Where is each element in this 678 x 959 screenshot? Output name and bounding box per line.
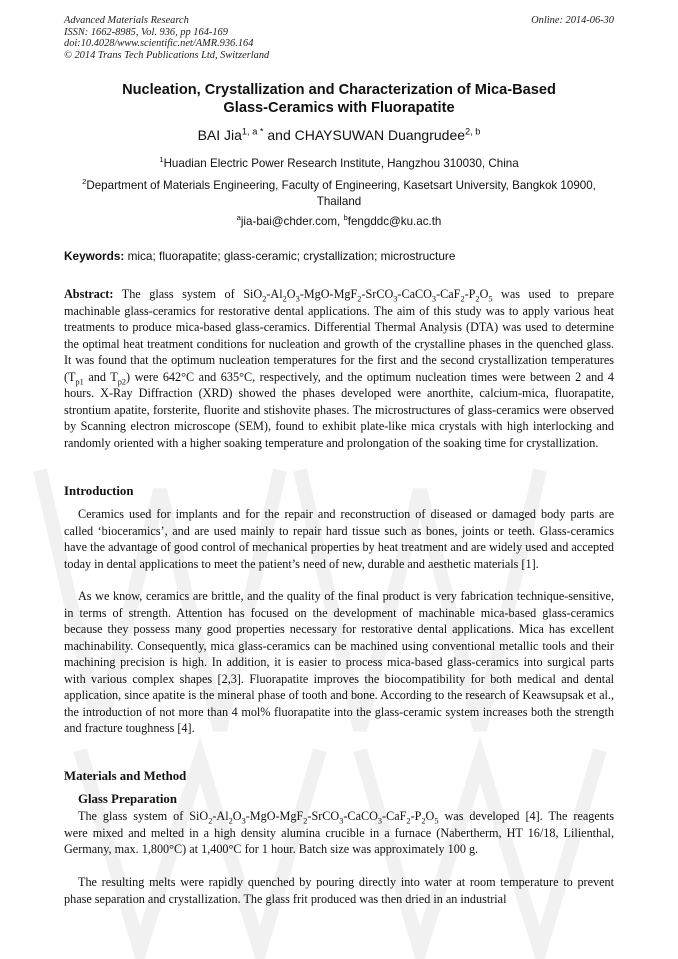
methods-paragraph-1: The glass system of $SiO_2-Al_2O_3-MgO-MgF_2-SrCO_3-CaCO_3-CaF_2-P_2O_5$ was developed [4]. The reagents were mixed and melted in a high density alumina crucible in a furnace (Nabertherm, HT 16/18, Lilienthal, Germany, max. 1,800°C) at 1,400°C for 1 hour. Batch size was approximately 100 g. — [64, 809, 615, 856]
abstract-label: Abstract: — [64, 287, 114, 301]
journal-issn: ISSN: 1662-8985, Vol. 936, pp 164-169 — [64, 26, 228, 38]
keywords — [64, 249, 614, 263]
author-list — [40, 127, 638, 143]
affiliation-1: $^1$Huadian Electric Power Research Institute, Hangzhou 310030, China — [159, 155, 519, 170]
journal-copyright: © 2014 Trans Tech Publications Ltd, Switzerland — [64, 49, 270, 61]
title-line-1: Nucleation, Crystallization and Characterization of Mica-Based — [122, 82, 556, 98]
title-line-2: Glass-Ceramics with Fluorapatite — [223, 100, 455, 116]
paper-title — [40, 81, 638, 117]
methods-paragraph-2: The resulting melts were rapidly quenched by pouring directly into water at room temperature to prevent phase separation and crystallization. The glass frit produced was then dried in an industrial — [64, 875, 614, 906]
affiliation-2: $^2$Department of Materials Engineering, Faculty of Engineering, Kasetsart University, Bangkok 10900, Thailand — [82, 177, 596, 208]
journal-name: Advanced Materials Research — [64, 15, 189, 26]
author-2: CHAYSUWAN Duangrudee — [294, 127, 466, 143]
glass-preparation-heading: Glass Preparation — [78, 792, 177, 806]
email-a: jia-bai@chder.com, — [240, 215, 344, 228]
author-1-affil: 1, a * — [241, 126, 264, 137]
author-2-affil: 2, b — [465, 126, 481, 137]
journal-doi: doi:10.4028/www.scientific.net/AMR.936.164 — [64, 38, 254, 50]
keywords-text: mica; fluorapatite; glass-ceramic; crystallization; microstructure — [124, 249, 456, 263]
keywords-label: Keywords: — [64, 249, 125, 263]
introduction-heading: Introduction — [64, 484, 134, 498]
journal-header — [64, 15, 614, 61]
email-b: fengddc@ku.ac.th — [347, 215, 442, 228]
abstract: Abstract: The glass system of $SiO_2-Al_2O_3-MgO-MgF_2-SrCO_3-CaCO_3-CaF_2-P_2O_5$ was used to prepare machinable glass-ceramics for restorative dental applications. The aim of this study was to apply various heat treatments to produce mica-based glass-ceramics. Differential Thermal Analysis (DTA) was used to determine the optimal heat treatment conditions for nucleation and growth of the crystalline phases in the quenched glass. It was found that the optimum nucleation temperatures for the first and the second crystallization temperatures ($T_{p1}$ and $T_{p2}$) were 642°C and 635°C, respectively, and the optimum nucleation times were between 2 and 4 hours. X-Ray Diffraction (XRD) showed the phases developed were anorthite, calcium-mica, fluorapatite, strontium apatite, forsterite, fluorite and stishovite phases. The microstructures of glass-ceramics were observed by Scanning electron microscope (SEM), found to exhibit plate-like mica crystals with high interlocking and randomly oriented with a higher soaking temperature and prolongation of the soaking time for crystallization. — [64, 287, 615, 450]
introduction-paragraph-1: Ceramics used for implants and for the repair and reconstruction of diseased or damaged body parts are called ‘bioceramics’, and are used mainly to repair hard tissue such as bones, joints or teeth. Glass-ceramics have the advantage of good control of mechanical properties by heat treatment and are widely used and accepted today in dental applications to meet the patient’s need of new, durable and aesthetic materials [1]. — [64, 507, 614, 571]
author-and: and — [263, 127, 295, 143]
methods-heading: Materials and Method — [64, 769, 187, 783]
author-1: BAI Jia — [197, 127, 242, 143]
author-emails: $^a$jia-bai@chder.com, $^b$fengddc@ku.ac.th — [236, 213, 442, 228]
introduction-paragraph-2: As we know, ceramics are brittle, and the quality of the final product is very fabrication technique-sensitive, in terms of strength. Attention has focused on the development of machinable mica-based glass-ceramics because they possess many good properties necessary for restorative dental applications. Mica has excellent machinability. Consequently, mica glass-ceramics can be machined using conventional metallic tools and their machining precision is high. In addition, it is easier to process mica-based glass-ceramics into surgical parts with various complex shapes [2,3]. Fluorapatite improves the biocompatibility for both medical and dental application, since apatite is the mineral phase of tooth and bone. According to the research of Keawsupsak et al., the introduction of not more than 4 mol% fluorapatite into the glass-ceramic system increases both the strength and fracture toughness [4]. — [64, 589, 614, 735]
online-date: Online: 2014-06-30 — [531, 15, 614, 26]
